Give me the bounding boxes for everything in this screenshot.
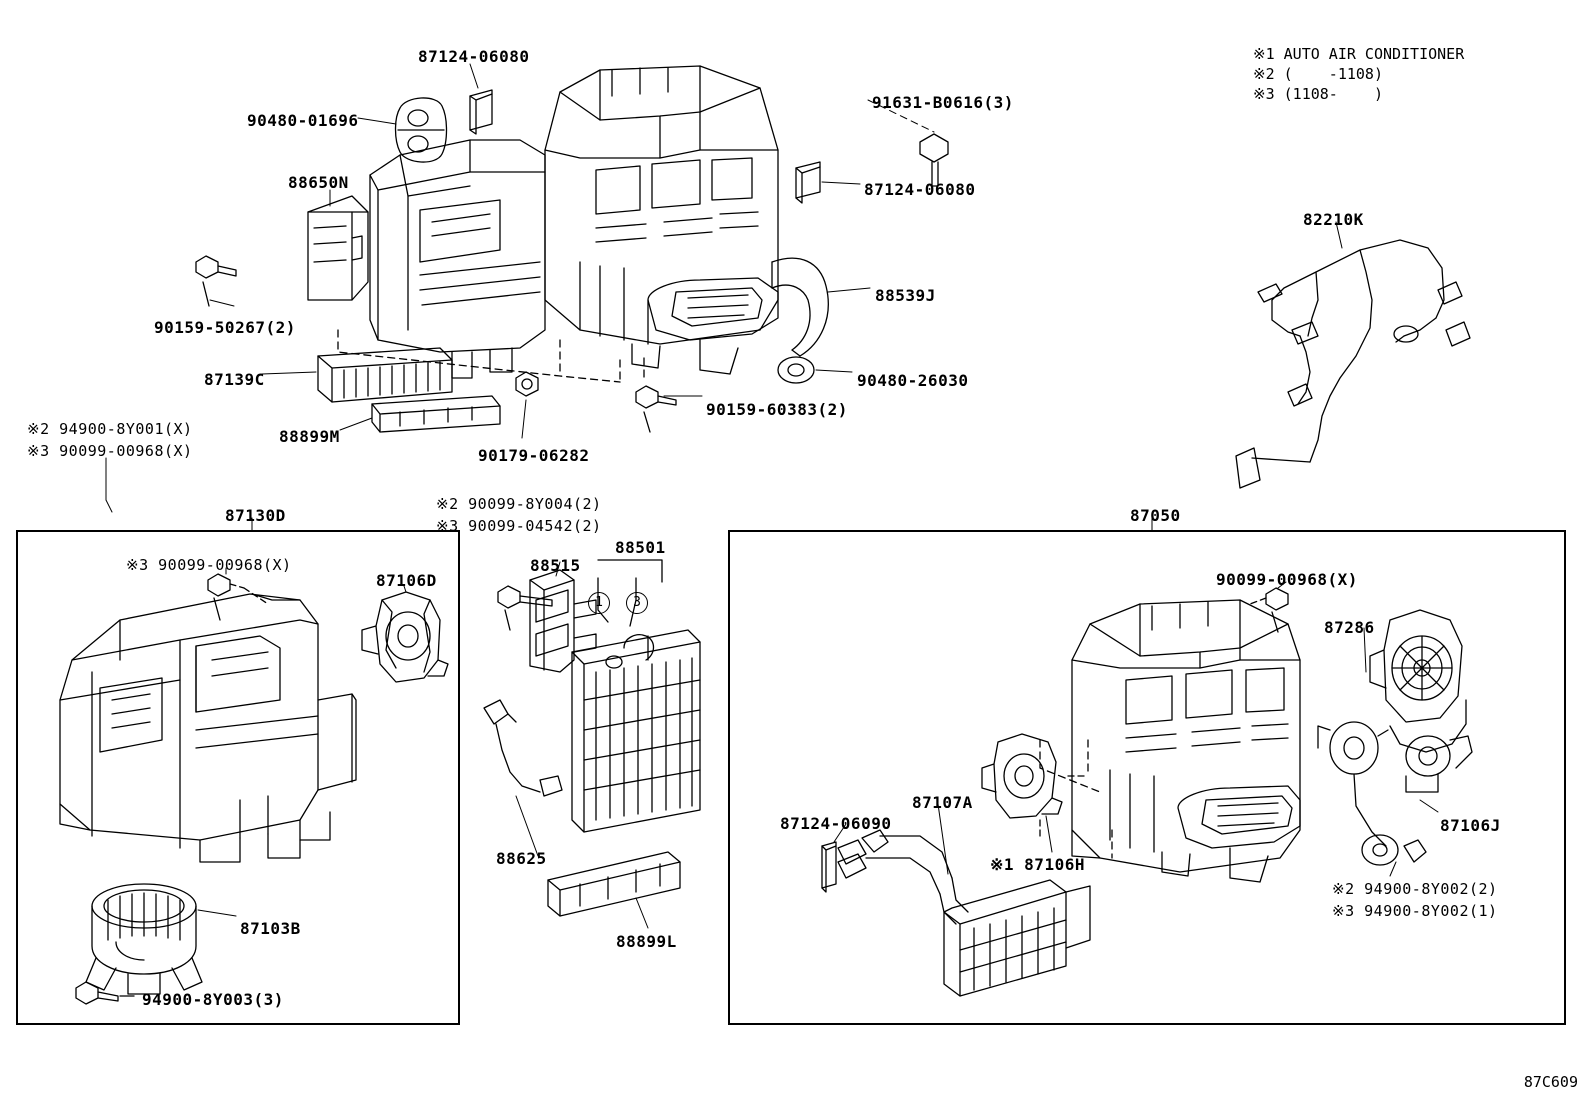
callout-88650N: 88650N [288,173,349,192]
callout-87106J: 87106J [1440,816,1501,835]
callout-88899L: 88899L [616,932,677,951]
callout-90179-06282: 90179-06282 [478,446,590,465]
callout-87107A: 87107A [912,793,973,812]
callout-87103B: 87103B [240,919,301,938]
callout-90159-60383: 90159-60383(2) [706,400,848,419]
callout-87139C: 87139C [204,370,265,389]
callout-94900-8Y002-2: ※2 94900-8Y002(2) [1332,880,1498,898]
callout-94900-8Y002-1: ※3 94900-8Y002(1) [1332,902,1498,920]
callout-87124-06080-top: 87124-06080 [418,47,530,66]
callout-88539J: 88539J [875,286,936,305]
circle-ref-3: 3 [626,592,648,614]
callout-87106H: ※1 87106H [990,855,1085,874]
callout-88501: 88501 [615,538,666,557]
callout-87286: 87286 [1324,618,1375,637]
callout-94900-8Y003: 94900-8Y003(3) [142,990,284,1009]
callout-90099-04542: ※3 90099-04542(2) [436,517,602,535]
callout-82210K: 82210K [1303,210,1364,229]
callout-87106D: 87106D [376,571,437,590]
callout-90099-00968-right: 90099-00968(X) [1216,570,1358,589]
legend-line-1: ※1 AUTO AIR CONDITIONER [1253,45,1465,63]
callout-88515: 88515 [530,556,581,575]
callout-90099-00968-x: ※3 90099-00968(X) [27,442,193,460]
callout-87124-06080-mid: 87124-06080 [864,180,976,199]
callout-94900-8Y001: ※2 94900-8Y001(X) [27,420,193,438]
legend-line-3: ※3 (1108- ) [1253,85,1383,103]
panel-87130D [16,530,460,1025]
panel-87050 [728,530,1566,1025]
callout-90099-00968-left: ※3 90099-00968(X) [126,556,292,574]
legend-line-2: ※2 ( -1108) [1253,65,1383,83]
callout-88625: 88625 [496,849,547,868]
callout-90480-01696: 90480-01696 [247,111,359,130]
callout-91631-B0616: 91631-B0616(3) [872,93,1014,112]
callout-90159-50267: 90159-50267(2) [154,318,296,337]
callout-90099-8Y004: ※2 90099-8Y004(2) [436,495,602,513]
sheet-code: 87C609 [1523,1073,1578,1091]
circle-ref-1: 1 [588,592,610,614]
callout-88899M: 88899M [279,427,340,446]
callout-87124-06090: 87124-06090 [780,814,892,833]
callout-90480-26030: 90480-26030 [857,371,969,390]
group-label-87130D: 87130D [225,506,286,525]
group-label-87050: 87050 [1130,506,1181,525]
